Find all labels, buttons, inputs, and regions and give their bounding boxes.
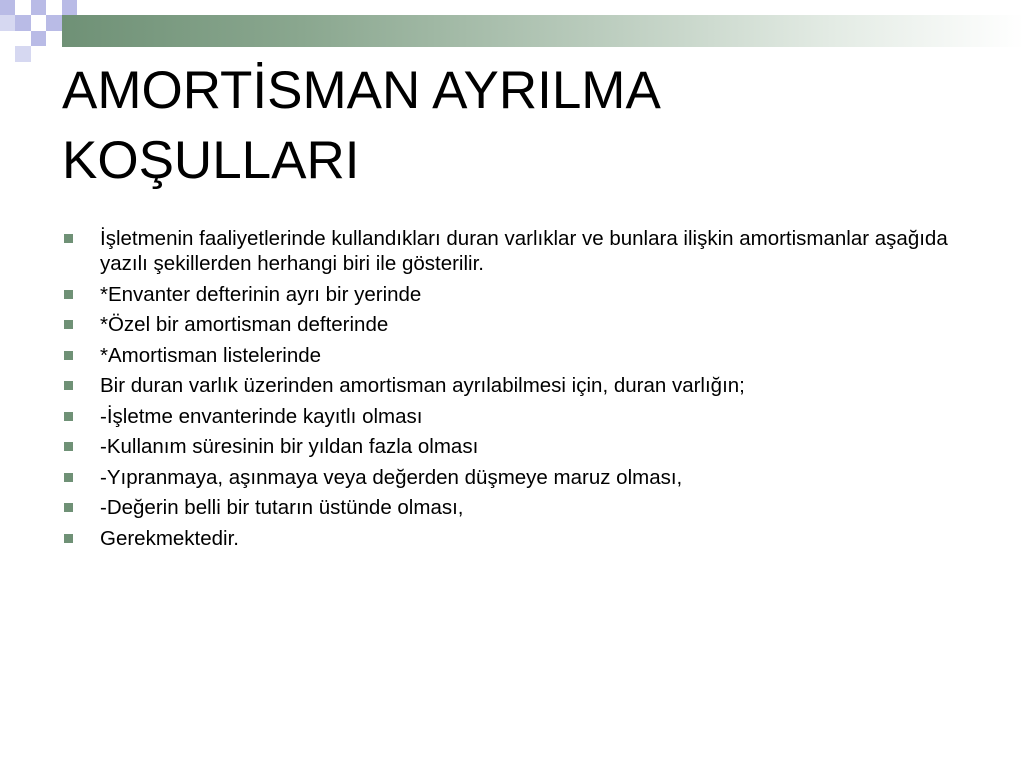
square-bullet-icon [64,442,73,451]
square-bullet-icon [64,320,73,329]
square-bullet-icon [64,351,73,360]
decor-square [0,0,15,15]
list-item [62,526,962,551]
decor-square [46,0,62,16]
list-item-text: İşletmenin faaliyetlerinde kullandıkları duran varlıklar ve bunlara ilişkin amortismanlar aşağıda yazılı şekillerden herhangi biri ile gösterilir. [100,227,948,275]
list-item [62,434,962,459]
list-item [62,312,962,337]
list-item [62,495,962,520]
square-bullet-icon [64,381,73,390]
decor-square [62,0,77,15]
list-item [62,343,962,368]
list-item-text: Bir duran varlık üzerinden amortisman ayrılabilmesi için, duran varlığın; [100,374,745,397]
list-item [62,226,962,276]
list-item [62,404,962,429]
decor-square [31,15,47,31]
decor-square [0,31,16,47]
square-bullet-icon [64,234,73,243]
decor-square [15,46,31,62]
list-item-text: *Özel bir amortisman defterinde [100,313,389,336]
square-bullet-icon [64,473,73,482]
list-item-text: Gerekmektedir. [100,526,239,550]
decor-square [31,31,46,46]
list-item-text: -Yıpranmaya, aşınmaya veya değerden düşmeye maruz olması, [100,465,683,489]
decor-square [0,15,15,31]
list-item-text: -Değerin belli bir tutarın üstünde olması, [100,496,464,519]
list-item-text: -Kullanım süresinin bir yıldan fazla olması [100,435,479,458]
bullet-list [62,226,962,556]
decor-square [15,15,31,31]
list-item-text: -İşletme envanterinde kayıtlı olması [100,404,423,428]
square-bullet-icon [64,290,73,299]
list-item [62,465,962,490]
square-bullet-icon [64,412,73,421]
decor-square [15,0,31,16]
square-bullet-icon [64,534,73,543]
list-item-text: *Envanter defterinin ayrı bir yerinde [100,282,422,306]
header-gradient-bar [62,15,1024,47]
list-item [62,282,962,307]
decor-square [31,0,46,15]
square-bullet-icon [64,503,73,512]
list-item [62,373,962,398]
decor-square [46,15,62,31]
slide-title: AMORTİSMAN AYRILMA KOŞULLARI [62,61,658,190]
list-item-text: *Amortisman listelerinde [100,343,322,367]
